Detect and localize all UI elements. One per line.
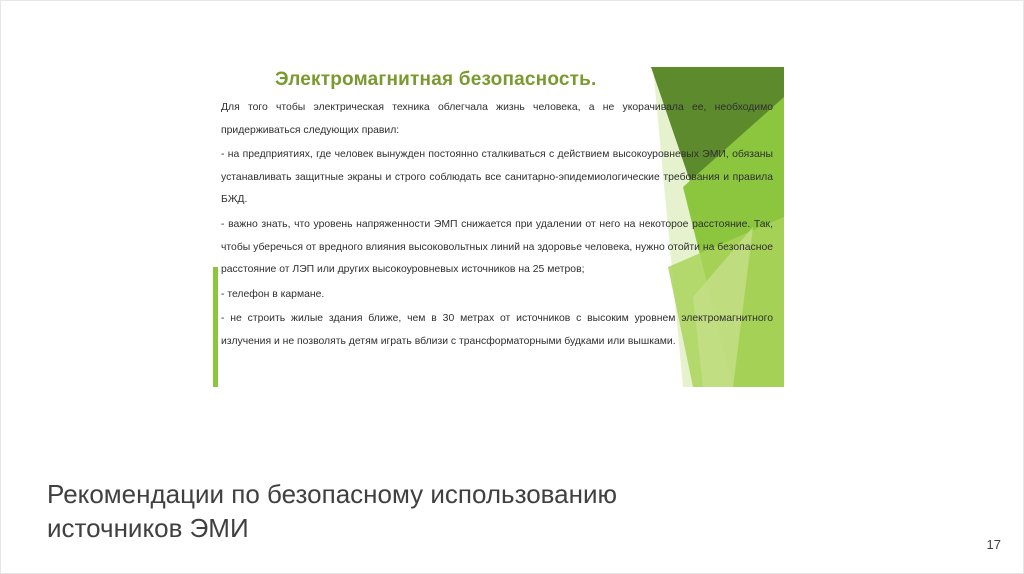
paragraph-rule-distance: - важно знать, что уровень напряженности ЭМП снижается при удалении от него на некоторое расстояние. Так, чтобы уберечься от вредного влияния высоковольтных линий на здоровье человека, нужно отойти на безопасное расстояние от ЛЭП или других высокоуровневых источников на 25 метров;	[221, 218, 773, 276]
slide-caption: Рекомендации по безопасному использованию источников ЭМИ	[47, 479, 618, 543]
page-number: 17	[986, 537, 1001, 552]
paragraph-rule-phone: - телефон в кармане.	[221, 288, 325, 300]
paragraph-intro: Для того чтобы электрическая техника облегчала жизнь человека, а не укорачивала ее, необходимо придерживаться следующих правил:	[221, 102, 773, 136]
picture-title: Электромагнитная безопасность.	[275, 69, 597, 90]
paragraph-rule-buildings: - не строить жилые здания ближе, чем в 30 метрах от источников с высоким уровнем электромагнитного излучения и не позволять детям играть вблизи с трансформаторными будками или вышками.	[221, 313, 773, 347]
paragraph-rule-enterprises: - на предприятиях, где человек вынужден постоянно сталкиваться с действием высокоуровневых ЭМИ, обязаны устанавливать защитные экраны и строго соблюдать все санитарно-эпидемиологические требования и правила БЖД.	[221, 149, 773, 206]
picture-body	[221, 97, 773, 356]
slide-picture	[213, 67, 784, 387]
